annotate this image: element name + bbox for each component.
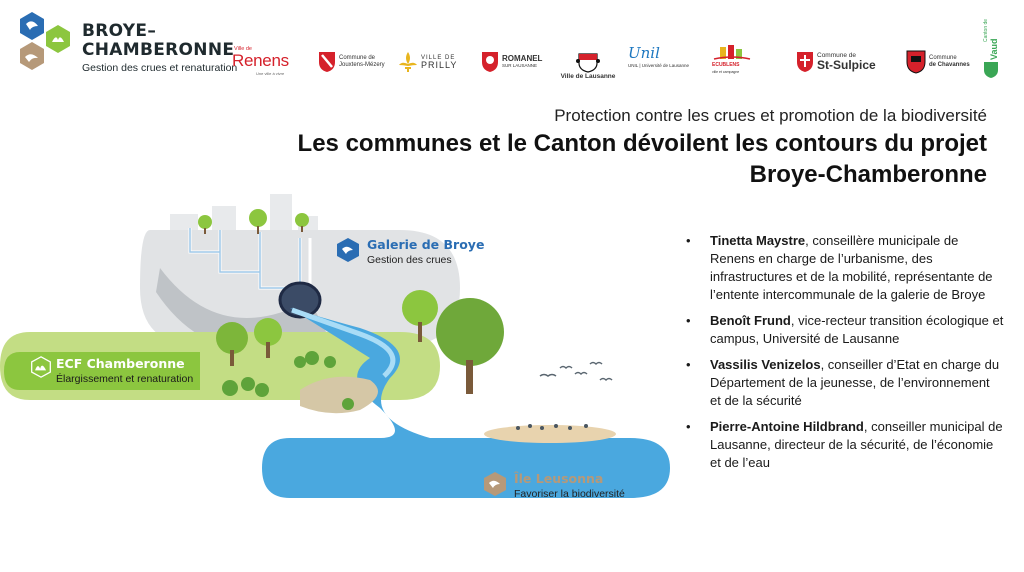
- speaker-name: Tinetta Maystre: [710, 233, 806, 248]
- bird-icon: [482, 471, 508, 497]
- ile-title: Île Leusonna: [514, 471, 604, 486]
- speaker-name: Pierre-Antoine Hildbrand: [710, 419, 864, 434]
- speaker-item: [684, 232, 1004, 304]
- ecublens-emblem-icon: [712, 44, 752, 62]
- unil-line1: UNIL | Université de Lausanne: [628, 63, 690, 68]
- prilly-line1: VILLE DE: [421, 55, 456, 61]
- speaker-item: [684, 312, 1004, 348]
- vaud-line1: Canton de: [983, 18, 989, 42]
- galerie-subtitle: Gestion des crues: [367, 254, 452, 266]
- renens-small: Ville de: [234, 46, 252, 52]
- chavannes-line2: de Chavannes: [929, 62, 970, 68]
- galerie-title: Galerie de Broye: [367, 237, 485, 252]
- chavannes-shield-icon: [906, 50, 926, 74]
- brand-name: [82, 22, 234, 60]
- speaker-role: , vice-recteur transition écologique et campus, Université de Lausanne: [710, 313, 1004, 346]
- birds: [540, 363, 612, 381]
- header: [0, 0, 1024, 88]
- label-galerie-de-broye: [335, 237, 484, 266]
- renens-big: Renens: [232, 51, 289, 70]
- speaker-name: Vassilis Venizelos: [710, 357, 821, 372]
- page-title-line2: Broye-Chamberonne: [749, 161, 987, 188]
- bird-icon: [335, 237, 361, 263]
- chavannes-line1: Commune: [929, 55, 957, 61]
- speaker-item: [684, 418, 1004, 472]
- stsulpice-line1: Commune de: [817, 52, 857, 59]
- logo-romanel: [481, 44, 553, 80]
- brand-tagline: Gestion des crues et renaturation: [82, 62, 238, 74]
- logo-unil: [628, 44, 704, 80]
- prilly-line2: PRILLY: [421, 60, 458, 70]
- ecf-title: ECF Chamberonne: [56, 356, 185, 371]
- logo-lausanne: [555, 44, 621, 80]
- speaker-role: , conseillère municipale de Renens en charge de l’urbanisme, des infrastructures et de la mobilité, représentante de l’entente intercommunale de la galerie de Broye: [710, 233, 993, 302]
- label-ecf-chamberonne: [30, 356, 193, 385]
- jouxtens-line1: Commune de: [339, 55, 376, 61]
- page-title-line1: Les communes et le Canton dévoilent les contours du projet: [297, 130, 987, 157]
- logo-renens: [232, 44, 302, 80]
- ile-subtitle: Favoriser la biodiversité: [514, 488, 625, 500]
- brand-name-line2: CHAMBERONNE: [82, 40, 235, 60]
- ecf-subtitle: Élargissement et renaturation: [56, 373, 194, 385]
- ecublens-line2: ville et campagne: [712, 70, 740, 74]
- logo-vaud: [982, 18, 1000, 78]
- speaker-role: , conseiller d’Etat en charge du Département de la jeunesse, de l’environnement et de la sécurité: [710, 357, 1000, 408]
- brand-logo: [14, 10, 238, 76]
- renens-sub: Une ville à vivre: [256, 71, 285, 76]
- logo-chavannes: [906, 44, 978, 80]
- stsulpice-shield-icon: [796, 51, 814, 73]
- romanel-line1: ROMANEL: [502, 54, 543, 63]
- romanel-line2: SUR LAUSANNE: [502, 63, 538, 68]
- speakers-list: [684, 232, 1004, 480]
- jouxtens-shield-icon: [318, 51, 336, 73]
- unil-mark: Unil: [628, 44, 660, 62]
- label-ile-leusonna: [482, 471, 625, 500]
- jouxtens-line2: Jouxtens-Mézery: [339, 62, 385, 68]
- page-title: [227, 128, 987, 190]
- fleur-de-lis-icon: [398, 51, 418, 73]
- romanel-shield-icon: [481, 51, 499, 73]
- speaker-name: Benoît Frund: [710, 313, 791, 328]
- ecublens-line1: ECUBLENS: [712, 62, 740, 68]
- logo-prilly: [398, 44, 468, 80]
- stsulpice-line2: St-Sulpice: [817, 58, 876, 72]
- island-sand: [484, 425, 616, 443]
- page-subtitle: Protection contre les crues et promotion de la biodiversité: [554, 106, 987, 125]
- lausanne-crest-icon: [576, 51, 600, 73]
- logo-jouxtens: [318, 44, 398, 80]
- hexagon-logo-icon: [14, 10, 80, 76]
- brand-name-line1: BROYE–: [82, 21, 157, 41]
- speaker-role: , conseiller municipal de Lausanne, directeur de la sécurité, de l’économie et de l’eau: [710, 419, 1003, 470]
- lausanne-line1: Ville de Lausanne: [560, 73, 616, 80]
- speaker-item: [684, 356, 1004, 410]
- leaf-icon: [30, 356, 52, 378]
- vaud-line2: Vaud: [989, 38, 999, 60]
- logo-ecublens: [712, 44, 782, 80]
- logo-stsulpice: [796, 44, 896, 80]
